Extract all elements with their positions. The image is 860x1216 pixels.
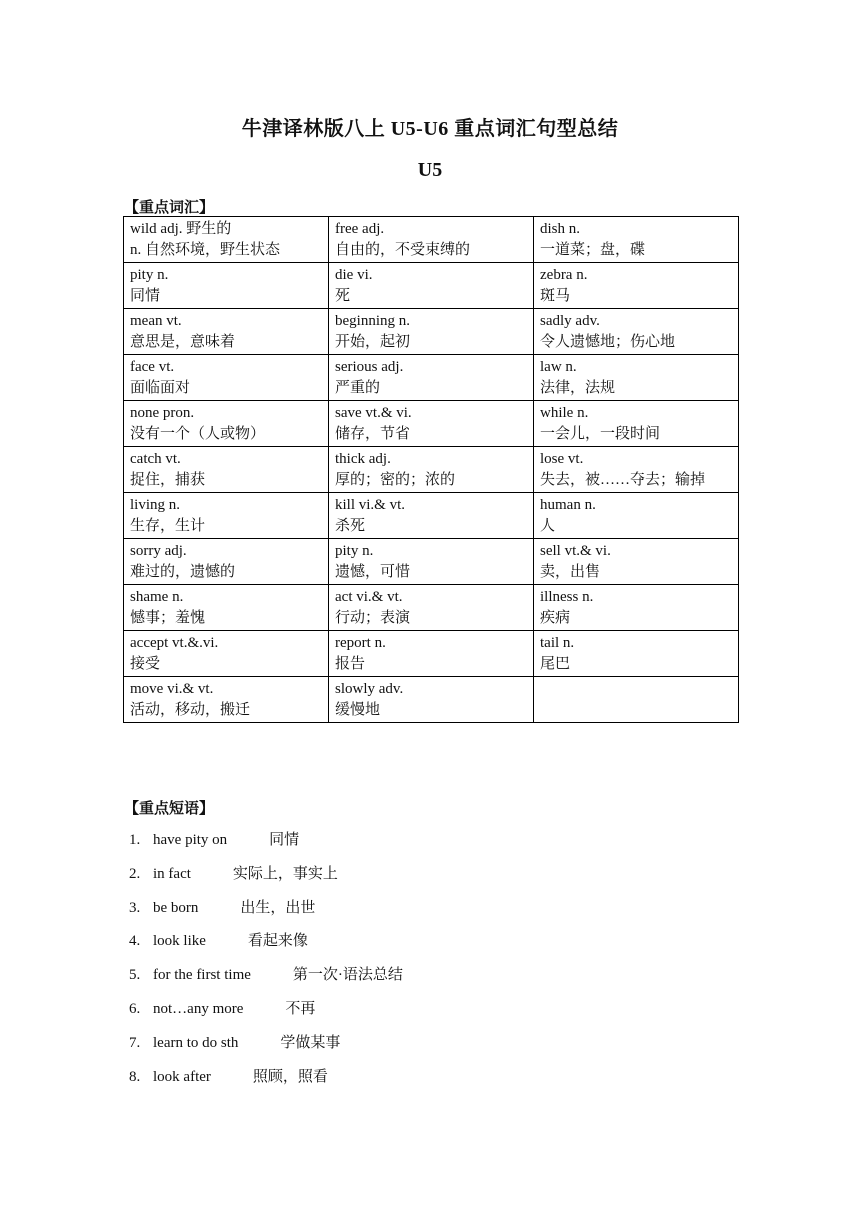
table-row	[124, 447, 739, 493]
vocab-word: wild adj. 野生的	[130, 220, 232, 237]
table-row	[124, 355, 739, 401]
vocab-cell	[124, 217, 329, 263]
vocab-cell	[329, 447, 534, 493]
vocab-word: lose vt.	[540, 450, 584, 467]
vocab-cell	[124, 631, 329, 677]
vocab-word: sell vt.& vi.	[540, 542, 611, 559]
vocab-meaning: 一会儿，一段时间	[540, 425, 661, 442]
phrase-english: for the first time	[153, 967, 251, 984]
vocab-meaning: 开始，起初	[335, 333, 411, 350]
vocab-cell	[534, 539, 739, 585]
vocab-meaning: 缓慢地	[335, 701, 381, 718]
vocab-cell	[329, 493, 534, 539]
table-row	[124, 263, 739, 309]
vocab-word: act vi.& vt.	[335, 588, 403, 605]
vocab-table-body	[124, 217, 739, 723]
phrase-english: look like	[153, 933, 206, 950]
unit-heading: U5	[417, 159, 443, 181]
phrase-number: 7.	[129, 1034, 141, 1051]
vocab-word: illness n.	[540, 588, 594, 605]
vocab-meaning: 尾巴	[540, 655, 571, 672]
phrase-english: look after	[153, 1068, 211, 1085]
vocab-meaning: 面临面对	[130, 379, 191, 396]
vocab-cell	[329, 585, 534, 631]
table-row	[124, 677, 739, 723]
phrase-english: not…any more	[153, 1000, 244, 1017]
vocab-word: living n.	[130, 496, 181, 513]
vocab-meaning: 行动；表演	[335, 609, 411, 626]
list-item	[129, 829, 403, 863]
table-row	[124, 631, 739, 677]
list-item	[129, 930, 403, 964]
vocab-word: kill vi.& vt.	[335, 496, 406, 513]
vocab-word: report n.	[335, 634, 386, 651]
vocab-word: dish n.	[540, 220, 581, 237]
phrase-number: 2.	[129, 865, 141, 882]
vocab-word: free adj.	[335, 220, 385, 237]
vocab-table	[123, 216, 739, 723]
vocab-meaning: 厚的；密的；浓的	[335, 471, 456, 488]
vocab-cell	[534, 263, 739, 309]
vocab-word: face vt.	[130, 358, 175, 375]
vocab-meaning: 死	[335, 287, 351, 304]
vocab-word: catch vt.	[130, 450, 181, 467]
vocab-cell	[124, 677, 329, 723]
document-title: 牛津译林版八上 U5-U6 重点词汇句型总结	[241, 118, 619, 140]
phrase-list	[129, 829, 403, 1099]
phrase-chinese: 出生，出世	[240, 899, 316, 916]
vocab-meaning: 令人遗憾地；伤心地	[540, 333, 676, 350]
phrase-number: 1.	[129, 832, 141, 848]
vocab-word: tail n.	[540, 634, 575, 651]
vocab-meaning: 杀死	[335, 517, 366, 534]
phrase-section-heading: 【重点短语】	[124, 801, 215, 817]
vocab-cell	[534, 585, 739, 631]
vocab-word: zebra n.	[540, 266, 588, 283]
vocab-cell	[124, 355, 329, 401]
vocab-word: slowly adv.	[335, 680, 404, 697]
vocab-word: shame n.	[130, 588, 184, 605]
vocab-meaning: 卖，出售	[540, 563, 601, 580]
phrase-number: 6.	[129, 1000, 141, 1017]
vocab-cell	[329, 631, 534, 677]
table-row	[124, 539, 739, 585]
vocab-section-heading: 【重点词汇】	[124, 200, 215, 216]
vocab-cell	[534, 355, 739, 401]
phrase-chinese: 照顾，照看	[252, 1068, 328, 1085]
vocab-word: sadly adv.	[540, 312, 600, 329]
vocab-meaning: 没有一个（人或物）	[130, 425, 266, 442]
vocab-cell	[124, 309, 329, 355]
vocab-word: pity n.	[130, 266, 169, 283]
phrase-chinese: 学做某事	[280, 1034, 341, 1051]
list-item	[129, 964, 403, 998]
vocab-cell	[124, 585, 329, 631]
vocab-cell	[534, 493, 739, 539]
vocab-word: thick adj.	[335, 450, 391, 467]
vocab-word: pity n.	[335, 542, 374, 559]
vocab-word: accept vt.&.vi.	[130, 634, 219, 651]
vocab-word: move vi.& vt.	[130, 680, 214, 697]
vocab-meaning: 储存，节省	[335, 425, 411, 442]
list-item	[129, 998, 403, 1032]
vocab-cell	[329, 263, 534, 309]
vocab-cell	[534, 309, 739, 355]
vocab-cell	[124, 539, 329, 585]
phrase-chinese: 第一次·语法总结	[292, 967, 403, 984]
phrase-chinese: 看起来像	[247, 933, 308, 950]
vocab-word: none pron.	[130, 404, 195, 421]
vocab-meaning: n. 自然环境，野生状态	[130, 241, 281, 258]
vocab-cell	[329, 677, 534, 723]
vocab-meaning: 活动，移动，搬迁	[130, 701, 251, 718]
vocab-cell	[124, 493, 329, 539]
list-item	[129, 1066, 403, 1100]
vocab-cell	[124, 263, 329, 309]
vocab-cell	[329, 539, 534, 585]
vocab-cell	[124, 447, 329, 493]
table-row	[124, 493, 739, 539]
vocab-cell	[534, 631, 739, 677]
vocab-word: law n.	[540, 358, 577, 375]
vocab-meaning: 一道菜；盘，碟	[540, 241, 646, 258]
phrase-number: 5.	[129, 967, 141, 984]
vocab-meaning: 法律，法规	[540, 379, 616, 396]
vocab-word: save vt.& vi.	[335, 404, 412, 421]
vocab-meaning: 生存，生计	[130, 517, 206, 534]
vocab-meaning: 严重的	[335, 379, 381, 396]
phrase-english: be born	[153, 899, 199, 916]
vocab-cell	[534, 401, 739, 447]
vocab-meaning: 难过的，遗憾的	[130, 563, 236, 580]
vocab-word: serious adj.	[335, 358, 404, 375]
list-item	[129, 1032, 403, 1066]
table-row	[124, 217, 739, 263]
vocab-cell	[124, 401, 329, 447]
vocab-meaning: 意思是，意味着	[130, 333, 236, 350]
vocab-cell	[534, 447, 739, 493]
vocab-meaning: 同情	[130, 287, 161, 304]
vocab-cell	[534, 677, 739, 723]
vocab-meaning: 报告	[335, 655, 366, 672]
vocab-word: die vi.	[335, 266, 373, 283]
table-row	[124, 585, 739, 631]
vocab-word: mean vt.	[130, 312, 182, 329]
phrase-number: 4.	[129, 933, 141, 950]
phrase-chinese: 不再	[285, 1000, 316, 1017]
table-row	[124, 309, 739, 355]
vocab-meaning: 遗憾，可惜	[335, 563, 411, 580]
vocab-word: beginning n.	[335, 312, 410, 329]
vocab-meaning: 接受	[130, 655, 161, 672]
table-row	[124, 401, 739, 447]
vocab-meaning: 斑马	[540, 287, 571, 304]
vocab-cell	[329, 309, 534, 355]
phrase-chinese: 实际上，事实上	[232, 865, 338, 882]
vocab-word: sorry adj.	[130, 542, 187, 559]
phrase-number: 8.	[129, 1068, 141, 1085]
vocab-meaning: 捉住，捕获	[130, 471, 206, 488]
phrase-english: learn to do sth	[153, 1034, 239, 1051]
list-item	[129, 897, 403, 931]
vocab-cell	[534, 217, 739, 263]
vocab-word: human n.	[540, 496, 596, 513]
phrase-chinese: 同情	[269, 832, 300, 848]
vocab-meaning: 失去，被……夺去；输掉	[540, 471, 706, 488]
vocab-meaning: 疾病	[540, 609, 571, 626]
vocab-word: while n.	[540, 404, 589, 421]
phrase-english: in fact	[153, 865, 191, 882]
vocab-cell	[329, 401, 534, 447]
phrase-english: have pity on	[153, 832, 228, 848]
vocab-cell	[329, 355, 534, 401]
vocab-cell	[329, 217, 534, 263]
vocab-meaning: 憾事；羞愧	[130, 609, 206, 626]
phrase-number: 3.	[129, 899, 141, 916]
list-item	[129, 863, 403, 897]
vocab-meaning: 自由的，不受束缚的	[335, 241, 471, 258]
vocab-meaning: 人	[540, 517, 556, 534]
